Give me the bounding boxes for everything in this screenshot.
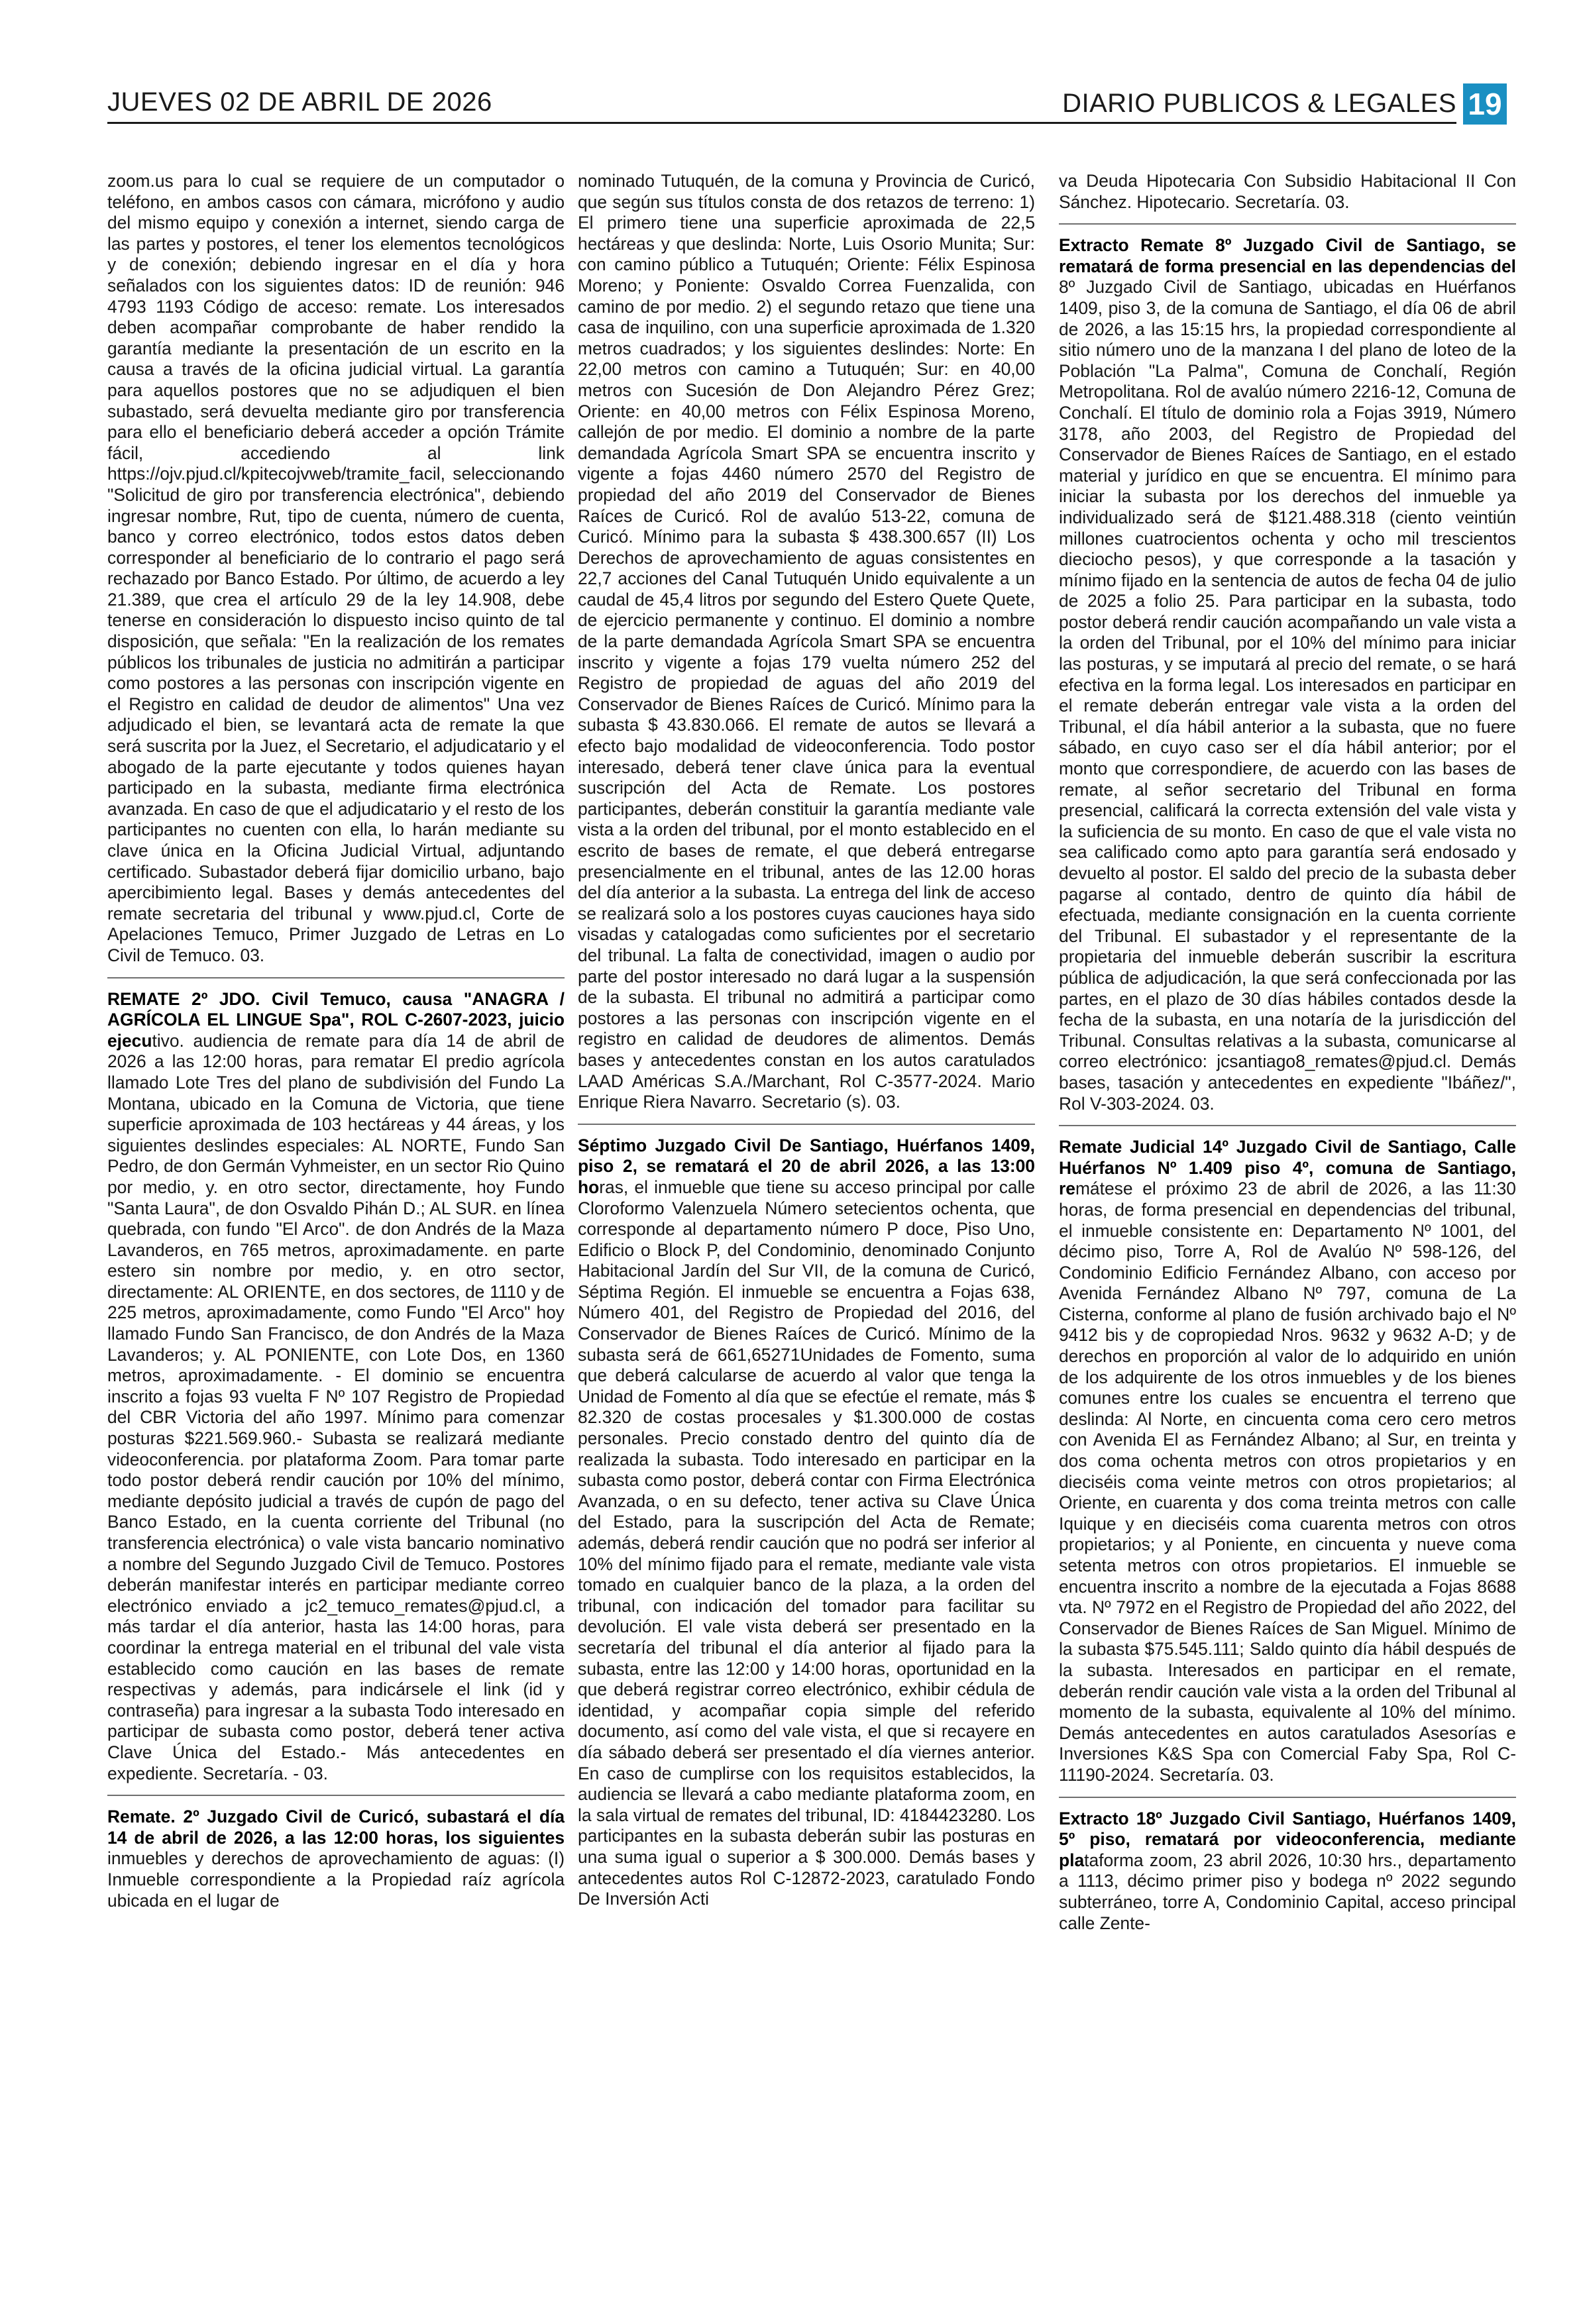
notice-14-juzgado <box>1059 1137 1516 1785</box>
column-3 <box>1059 171 1516 2238</box>
notice-body: 8º Juzgado Civil de Santiago, ubicadas en Huérfanos 1409, piso 3, de la comuna de Santiago, el día 06 de abril de 2026, a las 15:15 hrs, la propiedad correspondiente al sitio número uno de la manzana I del plano de loteo de la Población "La Palma", Comuna de Conchalí, Región Metropolitana. Rol de avalúo número 2216-12, Comuna de Conchalí. El título de dominio rola a Fojas 3919, Número 3178, año 2003, del Registro de Propiedad del Conservador de Bienes Raíces de Santiago, en el estado material y jurídico en que se encuentra. El mínimo para iniciar la subasta por los derechos del inmueble ya individualizado será de $121.488.318 (ciento veintiún millones cuatrocientos ochenta y ocho mil trescientos dieciocho pesos), y que corresponde a la tasación y mínimo fijado en la sentencia de autos de fecha 04 de julio de 2025 a folio 25. Para participar en la subasta, todo postor deberá rendir caución acompañando un vale vista a la orden del Tribunal, por el 10% del mínimo para iniciar las posturas, y se imputará al precio del remate, o se hará efectiva en la forma legal. Los interesados en participar en el remate deberán entregar vale vista a la orden del Tribunal, el día hábil anterior a la subasta, que no fuere sábado, en cuyo caso ser el día hábil anterior; por el monto que correspondiere, de acuerdo con las bases de remate, al señor secretario del Tribunal en forma presencial, calificará la correcta extensión del vale vista y la suficiencia de su monto. En caso de que el vale vista no sea calificado como apto para garantía será endosado y devuelto al postor. El saldo del precio de la subasta deber pagarse al contado, dentro de quinto día hábil de efectuada, mediante consignación en la cuenta corriente del Tribunal. El subastador y el representante de la propietaria del inmueble deberán suscribir la escritura pública de adjudicación, la que será confeccionada por las partes, en el plazo de 30 días hábiles contados desde la fecha de la subasta, en una notaría de la jurisdicción del Tribunal. Consultas relativas a la subasta, comunicarse al correo electrónico: jcsantiago8_remates@pjud.cl. Demás bases, tasación y antecedentes en expediente "Ibáñez/", Rol V-303-2024. 03. <box>1059 277 1516 1114</box>
notice-octavo-juzgado <box>1059 235 1516 1114</box>
notice-body: nominado Tutuquén, de la comuna y Provincia de Curicó, que según sus títulos consta de dos retazos de terreno: 1) El primero tiene una superficie aproximada de 22,5 hectáreas y que deslinda: Norte, Luis Osorio Munita; Sur: con camino público a Tutuquén; Oriente: Félix Espinosa Moreno; y Poniente: Osvaldo Correa Fuenzalida, con camino de por medio. 2) el segundo retazo que tiene una casa de inquilino, con una superficie aproximada de 1.320 metros cuadrados; y los siguientes deslindes: Norte: En 22,00 metros con camino a Tutuquén; Sur: en 40,00 metros con Sucesión de Don Alejandro Pérez Grez; Oriente: en 40,00 metros con Félix Espinosa Moreno, callejón de por medio. El dominio a nombre de la parte demandada Agrícola Smart SPA se encuentra inscrito y vigente a fojas 4460 número 2570 del Registro de propiedad del año 2019 del Conservador de Bienes Raíces de Curicó. Rol de avalúo 513-22, comuna de Curicó. Mínimo para la subasta $ 438.300.657 (II) Los Derechos de aprovechamiento de aguas consistentes en 22,7 acciones del Canal Tutuquén Unido equivalente a un caudal de 45,4 litros por segundo del Estero Quete Quete, de ejercicio permanente y continuo. El dominio a nombre de la parte demandada Agrícola Smart SPA se encuentra inscrito y vigente a fojas 179 vuelta número 252 del Registro de propiedad de aguas del año 2019 del Conservador de Bienes Raíces de Curicó. Mínimo para la subasta $ 43.830.066. El remate de autos se llevará a efecto bajo modalidad de videoconferencia. Todo postor interesado, deberá tener clave única para la eventual suscripción del Acta de Remate. Los postores participantes, deberán constituir la garantía mediante vale vista a la orden del tribunal, por el monto establecido en el escrito de bases de remate, el que deberá entregarse presencialmente en el tribunal, antes de las 12.00 horas del día anterior a la subasta. La entrega del link de acceso se realizará solo a los postores cuyas cauciones haya sido visadas y catalogadas como suficientes por el secretario del tribunal. La falta de conectividad, imagen o audio por parte del postor interesado no dará lugar a la suspensión de la subasta. El tribunal no admitirá a participar como postores a las personas con inscripción vigente en el registro en calidad de deudores de alimentos. Demás bases y antecedentes constan en los autos caratulados LAAD Américas S.A./Marchant, Rol C-3577-2024. Mario Enrique Riera Navarro. Secretario (s). 03. <box>578 171 1035 1112</box>
notice-body: mátese el próximo 23 de abril de 2026, a las 11:30 horas, de forma presencial en dependencias del tribunal, el inmueble consistente en: Departamento Nº 1001, del décimo piso, Torre A, Rol de Avalúo Nº 598-126, del Condominio Edificio Fernández Albano, con acceso por Avenida Fernández Albano Nº 797, comuna de La Cisterna, conforme al plano de fusión archivado bajo el Nº 9412 bis y de copropiedad Nros. 9632 y 9632 A-D; y de derechos en proporción al valor de lo adquirido en unión de los adquirente de los otros inmuebles y de los bienes comunes entre los cuales se encuentra el terreno que deslinda: Al Norte, en cincuenta coma cero cero metros con Avenida El as Fernández Albano; al Sur, en treinta y dos coma ochenta metros con otros propietarios y en dieciséis coma veinte metros con otros propietarios; al Oriente, en cuarenta y dos coma treinta metros con calle Iquique y en dieciséis coma cuarenta metros con otros propietarios; y al Poniente, en cincuenta y nueve coma setenta metros con otros propietarios. El inmueble se encuentra inscrito a nombre de la ejecutada a Fojas 8688 vta. Nº 7972 en el Registro de Propiedad del año 2022, del Conservador de Bienes Raíces de San Miguel. Mínimo de la subasta $75.545.111; Saldo quinto día hábil después de la subasta. Interesados en participar en el remate, deberán rendir caución vale vista a la orden del Tribunal al momento de la subasta, equivalente al 10% del mínimo. Demás antecedentes en autos caratulados Asesorías e Inversiones K&S Spa con Comercial Faby Spa, Rol C-11190-2024. Secretaría. 03. <box>1059 1179 1516 1785</box>
notice-separator <box>578 1124 1035 1125</box>
notice-body: ras, el inmueble que tiene su acceso principal por calle Cloroformo Valenzuela Número setecientos ochenta, que corresponde al departamento número P doce, Piso Uno, Edificio o Block P, del Condominio, denominado Conjunto Habitacional Jardín del Sur VII, de la comuna de Curicó, Séptima Región. El inmueble se encuentra a Fojas 638, Número 401, del Registro de Propiedad del 2016, del Conservador de Bienes Raíces de Curicó. Mínimo de la subasta será de 661,65271Unidades de Fomento, suma que deberá calcularse de acuerdo al valor que tenga la Unidad de Fomento al día que se efectúe el remate, más $ 82.320 de costas procesales y $1.300.000 de costas personales. Precio constado dentro del quinto día de realizada la subasta. Todo interesado en participar en la subasta como postor, deberá contar con Firma Electrónica Avanzada, o en su defecto, tener activa su Clave Única del Estado, para la suscripción del Acta de Remate; además, deberá rendir caución que no podrá ser inferior al 10% del mínimo fijado para el remate, mediante vale vista tomado en cualquier banco de la plaza, a la orden del tribunal, con indicación del tomador para facilitar su devolución. El vale vista deberá ser presentado en la secretaría del tribunal el día anterior al fijado para la subasta, entre las 12:00 y 14:00 horas, oportunidad en la que deberá registrar correo electrónico, exhibir cédula de identidad, y acompañar copia simple del referido documento, así como del vale vista, el que si recayere en día sábado deberá ser presentado el día viernes anterior. En caso de cumplirse con los requisitos establecidos, la audiencia se llevará a cabo mediante plataforma zoom, en la sala virtual de remates del tribunal, ID: 4184423280. Los participantes en la subasta deberán subir las posturas en una suma igual o superior a $ 300.000. Demás bases y antecedentes autos Rol C-12872-2023, caratulado Fondo De Inversión Acti <box>578 1177 1035 1909</box>
header-rule <box>107 122 1456 124</box>
page-header <box>107 83 1507 131</box>
notice-separator <box>107 1795 565 1796</box>
notice-separator <box>1059 1125 1516 1126</box>
notice-remate-temuco <box>107 989 565 1785</box>
notice-heading: REMATE 2º JDO. Civil Temuco, causa "ANAGRA / AGRÍCOLA EL LINGUE Spa", ROL C-2607-2023, juicio ejecu <box>107 988 565 1051</box>
notice-heading: Remate. 2º Juzgado Civil de Curicó, subastará el día 14 de abril de 2026, a las 12:00 horas, los siguientes <box>107 1807 565 1848</box>
notice-body: inmuebles y derechos de aprovechamiento de aguas: (I) Inmueble correspondiente a la Propiedad raíz agrícola ubicada en el lugar de <box>107 1848 565 1911</box>
column-2 <box>578 171 1035 2238</box>
notice-body: va Deuda Hipotecaria Con Subsidio Habitacional II Con Sánchez. Hipotecario. Secretaría. 03. <box>1059 171 1516 212</box>
notice-body: zoom.us para lo cual se requiere de un computador o teléfono, en ambos casos con cámara, micrófono y audio del mismo equipo y conexión a internet, siendo carga de las partes y postores, el tener los elementos tecnológicos y de conexión; debiendo ingresar en el día y hora señalados con los siguientes datos: ID de reunión: 946 4793 1193 Código de acceso: remate. Los interesados deben acompañar comprobante de haber rendido la garantía mediante la presentación de un escrito en la causa a través de la oficina judicial virtual. La garantía para aquellos postores que no se adjudiquen el bien subastado, será devuelta mediante giro por transferencia para ello el beneficiario deberá acceder a opción Trámite fácil, accediendo al link https://ojv.pjud.cl/kpitecojvweb/tramite_facil, seleccionando "Solicitud de giro por transferencia electrónica", debiendo ingresar nombre, Rut, tipo de cuenta, número de cuenta, banco y correo electrónico, todos estos datos deben corresponder al beneficiario de lo contrario el pago será rechazado por Banco Estado. Por último, de acuerdo a ley 21.389, que crea el artículo 29 de la ley 14.908, debe tenerse en consideración lo dispuesto inciso quinto de tal disposición, que señala: "En la realización de los remates públicos los tribunales de justicia no admitirán a participar como postores a las personas con inscripción vigente en el Registro en calidad de deudor de alimentos" Una vez adjudicado el bien, se levantará acta de remate la que será suscrita por la Juez, el Secretario, el adjudicatario y el abogado de la parte ejecutante y todos quienes hayan participado en la subasta, mediante firma electrónica avanzada. En caso de que el adjudicatario y el resto de los participantes no cuenten con ella, lo harán mediante su clave única en la Oficina Judicial Virtual, adjuntando certificado. Subastador deberá fijar domicilio urbano, bajo apercibimiento legal. Bases y demás antecedentes del remate secretaria del tribunal y www.pjud.cl, Corte de Apelaciones Temuco, Primer Juzgado de Letras en Lo Civil de Temuco. 03. <box>107 171 565 965</box>
notice-body: taforma zoom, 23 abril 2026, 10:30 hrs., departamento a 1113, décimo primer piso y bodega nº 2022 segundo subterráneo, torre A, Condominio Capital, acceso principal calle Zente- <box>1059 1850 1516 1933</box>
notice-continuation <box>578 171 1035 1113</box>
notice-body: tivo. audiencia de remate para día 14 de abril de 2026 a las 12:00 horas, para rematar El predio agrícola llamado Lote Tres del plano de subdivisión del Fundo La Montana, ubicado en la Comuna de Victoria, que tiene superficie aproximada de 103 hectáreas y 44 áreas, y los siguientes deslindes especiales: AL NORTE, Fundo San Pedro, de don Germán Vyhmeister, en un sector Rio Quino por medio, y. en otro sector, directamente, hoy Fundo "Santa Laura", de don Osvaldo Pihán D.; AL SUR. en línea quebrada, con fundo "El Arco". de don Andrés de la Maza Lavanderos, en 765 metros, aproximadamente. en parte estero sin nombre por medio, y. en otro sector, directamente: AL ORIENTE, en dos sectores, de 1110 y de 225 metros, aproximadamente, como Fundo "El Arco" hoy llamado Fundo San Francisco, de don Andrés de la Maza Lavanderos; y. AL PONIENTE, con Lote Dos, en 1360 metros, aproximadamente. - El dominio se encuentra inscrito a fojas 93 vuelta F Nº 107 Registro de Propiedad del CBR Victoria del año 1997. Mínimo para comenzar posturas $221.569.960.- Subasta se realizará mediante videoconferencia. por plataforma Zoom. Para tomar parte todo postor deberá rendir caución por 10% del mínimo, mediante depósito judicial a través de cupón de pago del Banco Estado, en la cuenta corriente del Tribunal (no transferencia electrónica) o vale vista bancario nominativo a nombre del Segundo Juzgado Civil de Temuco. Postores deberán manifestar interés en participar mediante correo electrónico enviado a jc2_temuco_remates@pjud.cl, a más tardar el día anterior, hasta las 14:00 horas, para coordinar la entrega material en el tribunal del vale vista establecido como caución en las bases de remate respectivas y además, para indicársele el link (id y contraseña) para ingresar a la subasta Todo interesado en participar de subasta como postor, deberá tener activa Clave Única del Estado.- Más antecedentes en expediente. Secretaría. - 03. <box>107 1030 565 1783</box>
notice-separator <box>1059 223 1516 225</box>
notice-heading: Séptimo Juzgado Civil De Santiago, Huérfanos 1409, piso 2, se rematará el 20 de abril 2026, a las 13:00 ho <box>578 1135 1035 1197</box>
publication-name: DIARIO PUBLICOS & LEGALES <box>1062 89 1456 118</box>
column-1 <box>107 171 565 2238</box>
notice-heading: Extracto 18º Juzgado Civil Santiago, Huérfanos 1409, 5º piso, rematará por videoconferencia, mediante pla <box>1059 1808 1516 1870</box>
notice-18-juzgado <box>1059 1809 1516 1934</box>
issue-date: JUEVES 02 DE ABRIL DE 2026 <box>107 87 492 117</box>
notice-heading: Extracto Remate 8º Juzgado Civil de Santiago, se rematará de forma presencial en las dependencias del <box>1059 235 1516 276</box>
notice-continuation <box>107 171 565 967</box>
notice-heading: Remate Judicial 14º Juzgado Civil de Santiago, Calle Huérfanos Nº 1.409 piso 4º, comuna de Santiago, re <box>1059 1137 1516 1199</box>
notice-continuation <box>1059 171 1516 213</box>
notice-separator <box>107 977 565 978</box>
notice-remate-curico <box>107 1807 565 1911</box>
notice-septimo-juzgado <box>578 1136 1035 1910</box>
page-number-badge: 19 <box>1463 83 1507 125</box>
notice-separator <box>1059 1797 1516 1798</box>
